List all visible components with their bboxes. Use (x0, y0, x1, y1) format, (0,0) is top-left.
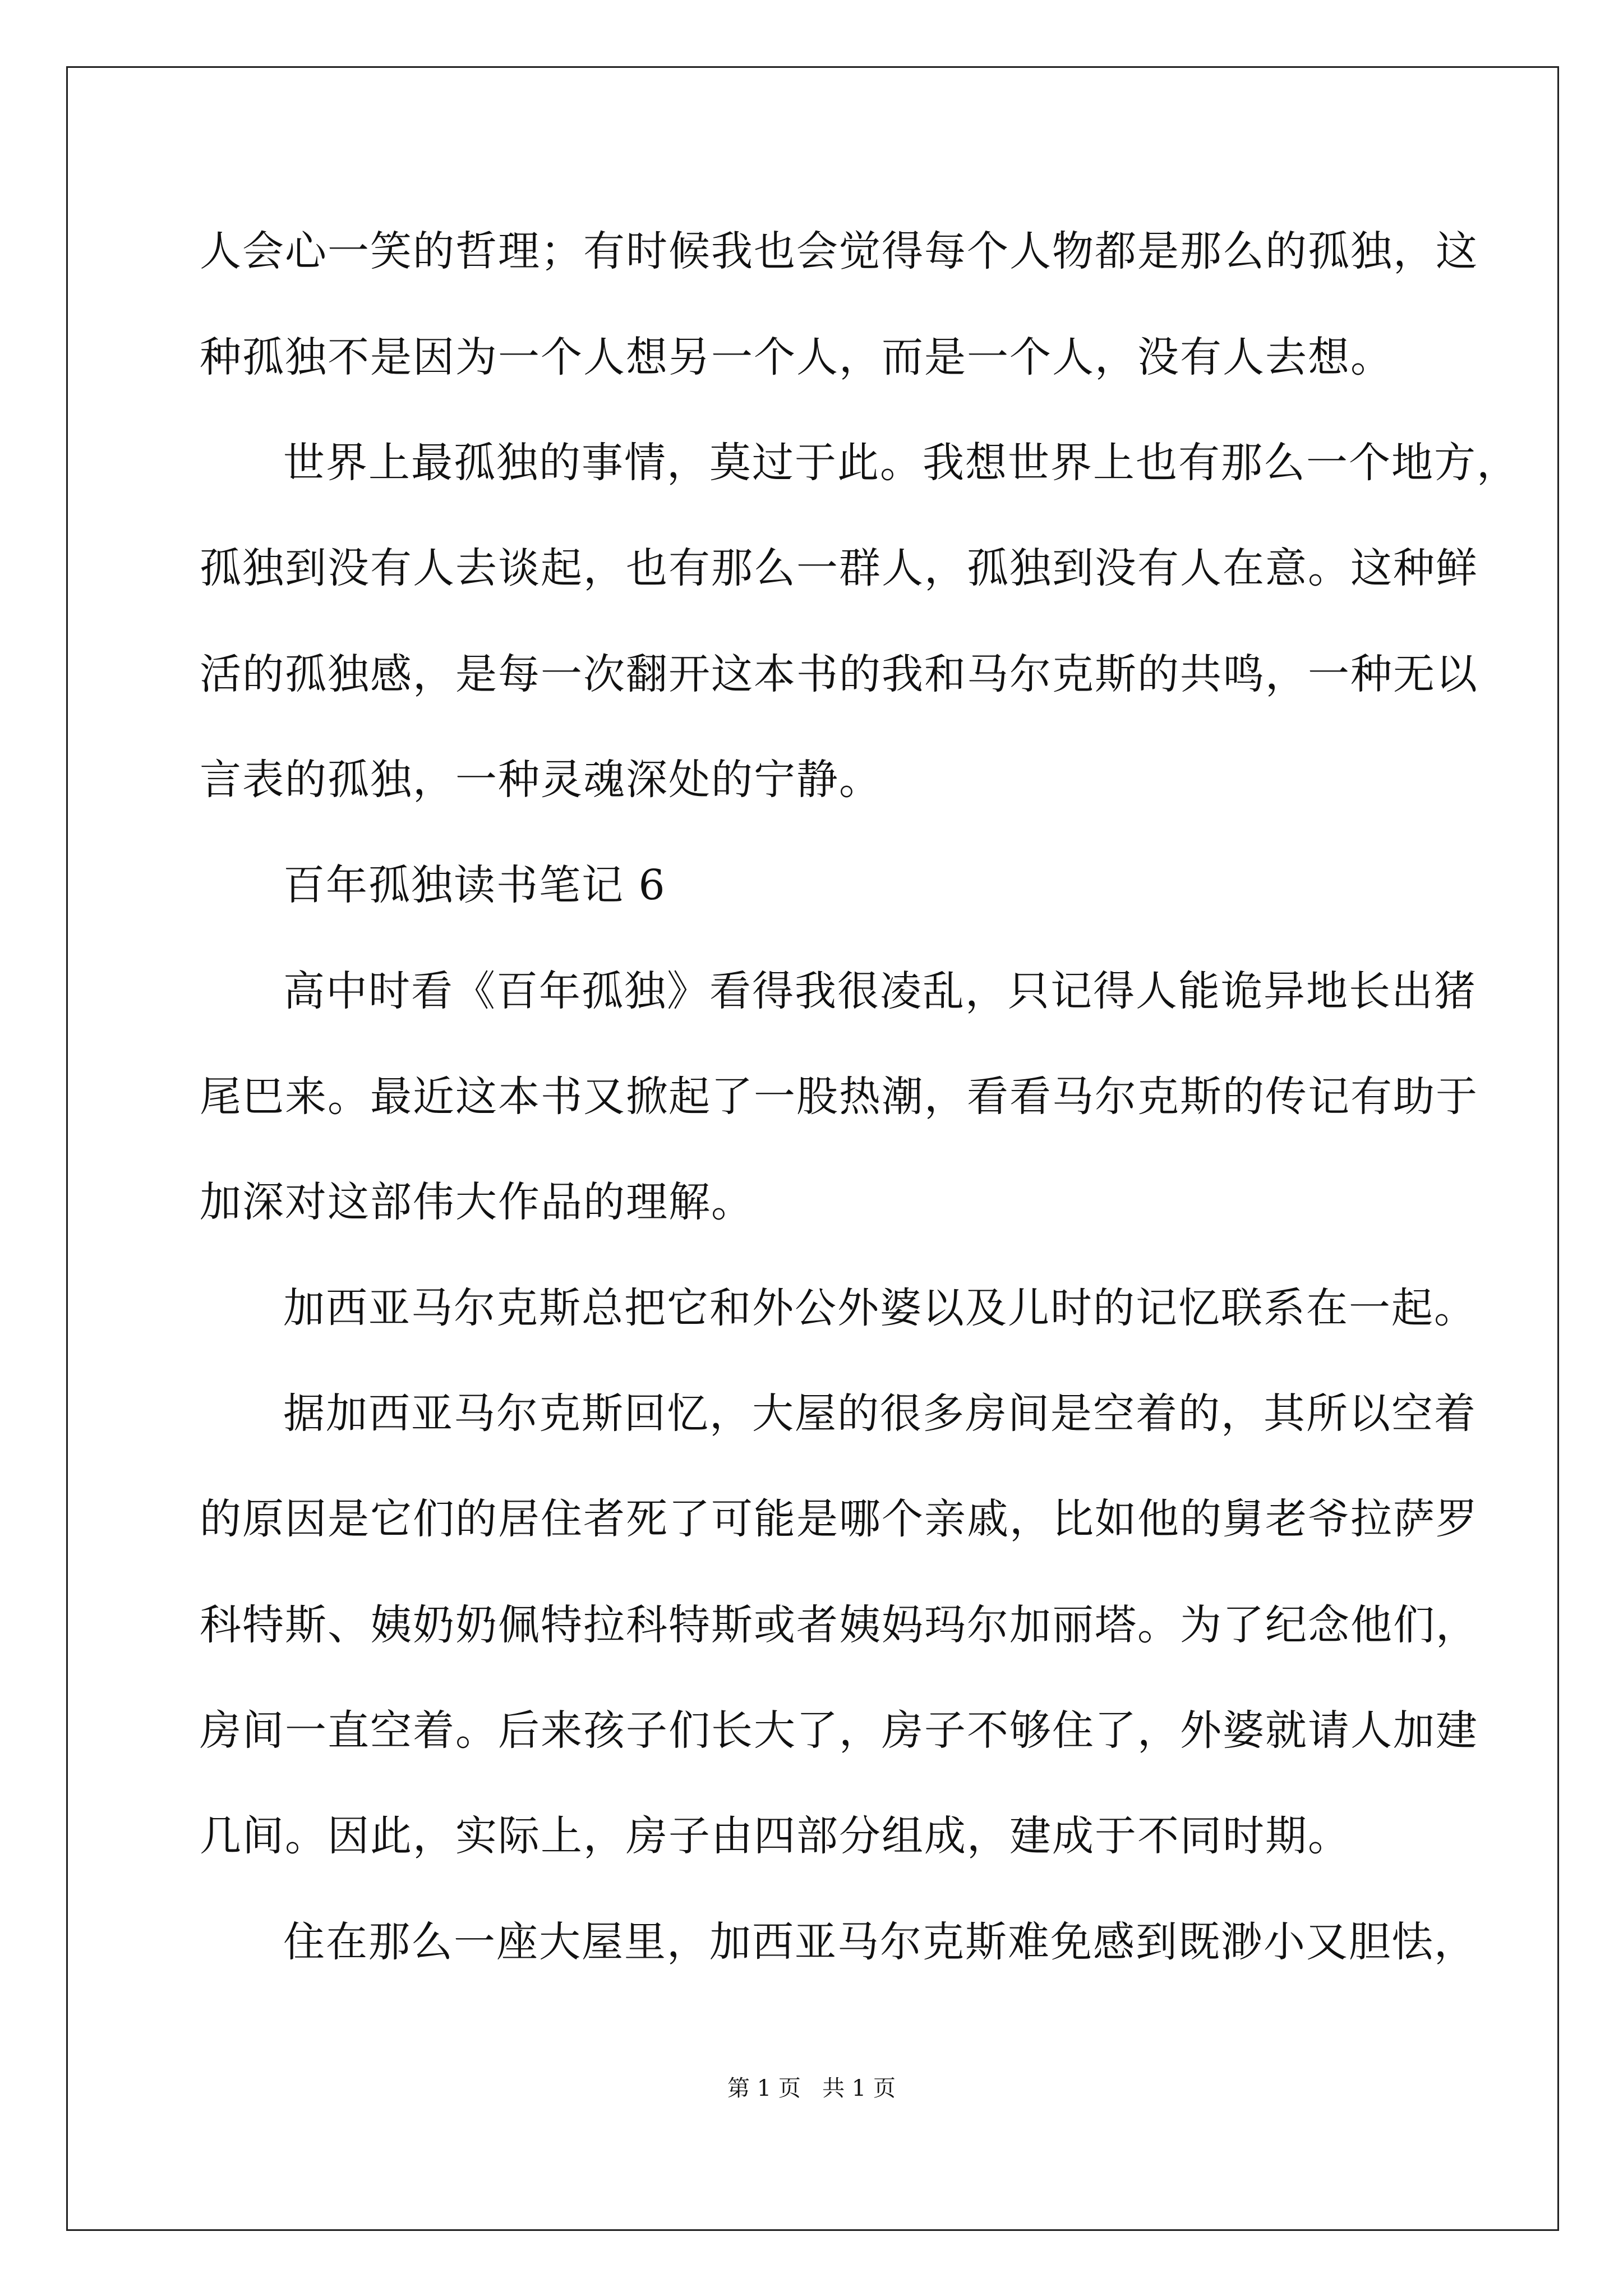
text-line: 加深对这部伟大作品的理解。 (200, 1178, 754, 1226)
text-line: 的原因是它们的居住者死了可能是哪个亲戚，比如他的舅老爷拉萨罗 (200, 1495, 1478, 1543)
text-line: 世界上最孤独的事情，莫过于此。我想世界上也有那么一个地方， (283, 439, 1519, 487)
page-number-footer: 第 1 页 共 1 页 (727, 2076, 896, 2101)
text-line: 高中时看《百年孤独》看得我很凌乱，只记得人能诡异地长出猪 (283, 967, 1477, 1015)
text-line: 加西亚马尔克斯总把它和外公外婆以及儿时的记忆联系在一起。 (283, 1284, 1477, 1332)
text-line: 尾巴来。最近这本书又掀起了一股热潮，看看马尔克斯的传记有助于 (200, 1073, 1478, 1121)
text-line: 房间一直空着。后来孩子们长大了，房子不够住了，外婆就请人加建 (200, 1706, 1478, 1755)
text-line: 孤独到没有人去谈起，也有那么一群人，孤独到没有人在意。这种鲜 (200, 544, 1478, 592)
text-line: 据加西亚马尔克斯回忆，大屋的很多房间是空着的，其所以空着 (283, 1389, 1477, 1438)
text-line: 科特斯、姨奶奶佩特拉科特斯或者姨妈玛尔加丽塔。为了纪念他们， (200, 1601, 1478, 1649)
text-line: 言表的孤独，一种灵魂深处的宁静。 (200, 756, 882, 804)
section-heading: 百年孤独读书笔记 6 (283, 861, 666, 909)
page-border (66, 66, 1559, 2231)
text-line: 种孤独不是因为一个人想另一个人，而是一个人，没有人去想。 (200, 333, 1393, 381)
text-line: 人会心一笑的哲理；有时候我也会觉得每个人物都是那么的孤独，这 (200, 227, 1478, 275)
text-line: 活的孤独感，是每一次翻开这本书的我和马尔克斯的共鸣，一种无以 (200, 650, 1478, 698)
text-line: 几间。因此，实际上，房子由四部分组成，建成于不同时期。 (200, 1812, 1350, 1860)
text-line: 住在那么一座大屋里，加西亚马尔克斯难免感到既渺小又胆怯， (283, 1918, 1477, 1966)
